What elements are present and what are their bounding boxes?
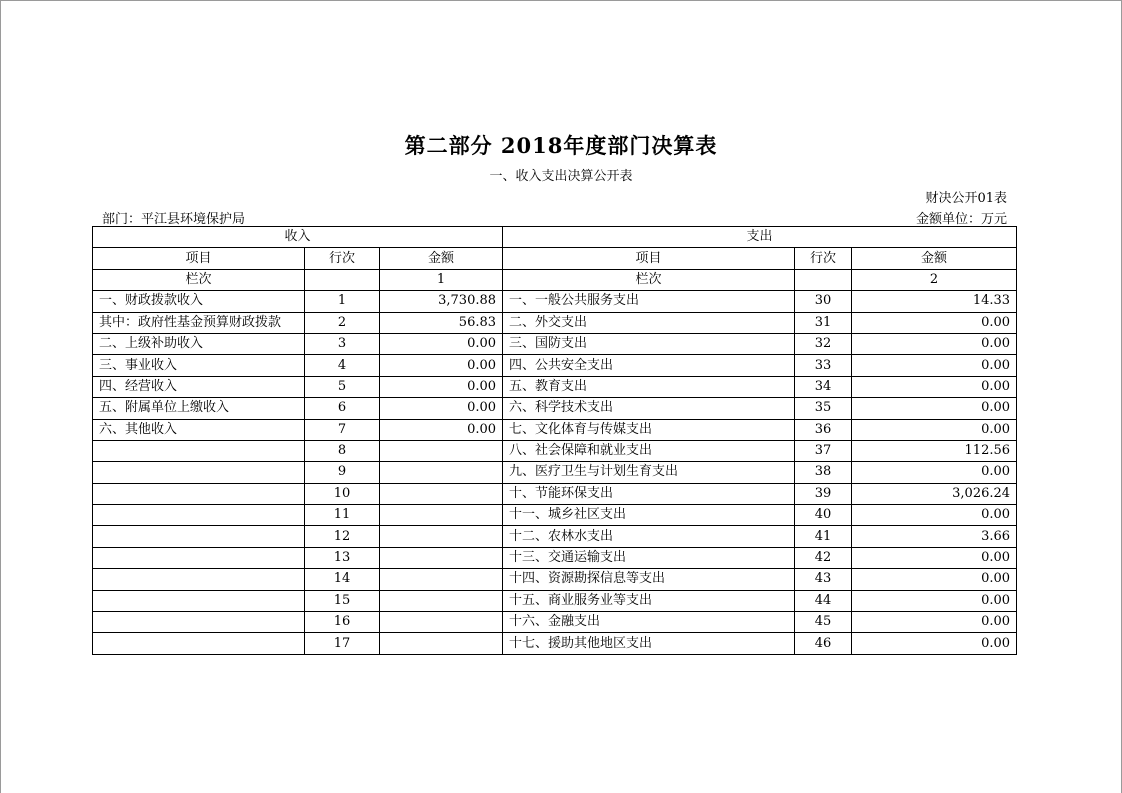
income-amount-cell (380, 569, 503, 590)
table-row (93, 333, 1017, 354)
expense-row-no-cell: 44 (795, 590, 852, 611)
income-row-no-cell: 6 (305, 398, 380, 419)
expense-amount-cell: 3.66 (852, 526, 1017, 547)
expense-amount-header: 金额 (852, 248, 1017, 269)
income-row-no-cell: 13 (305, 547, 380, 568)
budget-table-body (93, 227, 1017, 655)
income-item-cell: 其中：政府性基金预算财政拨款 (93, 312, 305, 333)
income-amount-cell (380, 483, 503, 504)
expense-row-no-cell: 35 (795, 398, 852, 419)
income-item-cell (93, 633, 305, 654)
income-row-no-header: 行次 (305, 248, 380, 269)
column-header-row (93, 248, 1017, 269)
expense-amount-cell: 0.00 (852, 612, 1017, 633)
income-row-no-cell: 7 (305, 419, 380, 440)
expense-item-cell: 十六、金融支出 (503, 612, 795, 633)
income-amount-cell: 0.00 (380, 419, 503, 440)
expense-row-no-cell: 39 (795, 483, 852, 504)
income-item-header: 项目 (93, 248, 305, 269)
expense-amount-cell: 112.56 (852, 440, 1017, 461)
expense-item-cell: 五、教育支出 (503, 376, 795, 397)
expense-item-cell: 十、节能环保支出 (503, 483, 795, 504)
income-row-no-cell: 11 (305, 505, 380, 526)
expense-column-label: 栏次 (503, 269, 795, 290)
income-amount-cell (380, 633, 503, 654)
table-row (93, 376, 1017, 397)
expense-item-cell: 三、国防支出 (503, 333, 795, 354)
expense-row-no-cell: 30 (795, 291, 852, 312)
expense-amount-cell: 14.33 (852, 291, 1017, 312)
income-amount-cell: 3,730.88 (380, 291, 503, 312)
table-row (93, 547, 1017, 568)
income-item-cell (93, 462, 305, 483)
expense-item-header: 项目 (503, 248, 795, 269)
expense-amount-cell: 0.00 (852, 333, 1017, 354)
income-column-number: 1 (380, 269, 503, 290)
expense-row-no-cell: 36 (795, 419, 852, 440)
table-row (93, 526, 1017, 547)
expense-amount-cell: 0.00 (852, 355, 1017, 376)
expense-column-blank (795, 269, 852, 290)
income-amount-cell (380, 547, 503, 568)
income-item-cell (93, 612, 305, 633)
column-number-row (93, 269, 1017, 290)
expense-amount-cell: 3,026.24 (852, 483, 1017, 504)
income-item-cell (93, 526, 305, 547)
expense-amount-cell: 0.00 (852, 462, 1017, 483)
expense-item-cell: 九、医疗卫生与计划生育支出 (503, 462, 795, 483)
income-amount-cell: 0.00 (380, 355, 503, 376)
expense-row-no-cell: 45 (795, 612, 852, 633)
income-amount-cell (380, 612, 503, 633)
expense-row-no-cell: 34 (795, 376, 852, 397)
expense-item-cell: 十七、援助其他地区支出 (503, 633, 795, 654)
income-item-cell: 五、附属单位上缴收入 (93, 398, 305, 419)
income-row-no-cell: 3 (305, 333, 380, 354)
expense-row-no-cell: 43 (795, 569, 852, 590)
table-row (93, 569, 1017, 590)
expense-row-no-cell: 42 (795, 547, 852, 568)
form-code: 财决公开01表 (925, 191, 1007, 206)
income-item-cell (93, 483, 305, 504)
expense-amount-cell: 0.00 (852, 398, 1017, 419)
expense-item-cell: 十四、资源勘探信息等支出 (503, 569, 795, 590)
income-row-no-cell: 16 (305, 612, 380, 633)
table-row (93, 355, 1017, 376)
expense-row-no-cell: 32 (795, 333, 852, 354)
income-amount-cell: 0.00 (380, 398, 503, 419)
expense-item-cell: 四、公共安全支出 (503, 355, 795, 376)
expense-item-cell: 一、一般公共服务支出 (503, 291, 795, 312)
table-row (93, 483, 1017, 504)
income-row-no-cell: 1 (305, 291, 380, 312)
table-row (93, 505, 1017, 526)
income-column-label: 栏次 (93, 269, 305, 290)
expense-item-cell: 十一、城乡社区支出 (503, 505, 795, 526)
expense-item-cell: 八、社会保障和就业支出 (503, 440, 795, 461)
expense-item-cell: 十五、商业服务业等支出 (503, 590, 795, 611)
income-amount-cell: 0.00 (380, 333, 503, 354)
table-row (93, 612, 1017, 633)
income-row-no-cell: 5 (305, 376, 380, 397)
page-border-left (0, 0, 1, 793)
income-row-no-cell: 12 (305, 526, 380, 547)
income-amount-cell (380, 462, 503, 483)
expense-header: 支出 (503, 227, 1017, 248)
expense-item-cell: 十三、交通运输支出 (503, 547, 795, 568)
income-row-no-cell: 8 (305, 440, 380, 461)
expense-amount-cell: 0.00 (852, 633, 1017, 654)
expense-row-no-cell: 46 (795, 633, 852, 654)
income-item-cell (93, 505, 305, 526)
table-row (93, 590, 1017, 611)
income-item-cell: 六、其他收入 (93, 419, 305, 440)
expense-amount-cell: 0.00 (852, 376, 1017, 397)
expense-amount-cell: 0.00 (852, 569, 1017, 590)
expense-item-cell: 十二、农林水支出 (503, 526, 795, 547)
section-header-row (93, 227, 1017, 248)
income-row-no-cell: 10 (305, 483, 380, 504)
expense-row-no-cell: 40 (795, 505, 852, 526)
income-row-no-cell: 14 (305, 569, 380, 590)
department-label: 部门：平江县环境保护局 (102, 212, 246, 227)
income-item-cell (93, 440, 305, 461)
income-amount-cell: 0.00 (380, 376, 503, 397)
income-item-cell: 二、上级补助收入 (93, 333, 305, 354)
table-row (93, 312, 1017, 333)
expense-row-no-header: 行次 (795, 248, 852, 269)
page-border-top (0, 0, 1122, 1)
income-item-cell: 三、事业收入 (93, 355, 305, 376)
income-amount-cell (380, 505, 503, 526)
expense-item-cell: 七、文化体育与传媒支出 (503, 419, 795, 440)
expense-row-no-cell: 38 (795, 462, 852, 483)
table-row (93, 419, 1017, 440)
expense-row-no-cell: 33 (795, 355, 852, 376)
table-row (93, 398, 1017, 419)
income-item-cell: 四、经营收入 (93, 376, 305, 397)
income-amount-cell (380, 590, 503, 611)
page-title: 第二部分 2018年度部门决算表 (404, 133, 718, 158)
income-item-cell (93, 590, 305, 611)
income-header: 收入 (93, 227, 503, 248)
expense-amount-cell: 0.00 (852, 505, 1017, 526)
expense-amount-cell: 0.00 (852, 547, 1017, 568)
income-item-cell (93, 547, 305, 568)
table-row (93, 291, 1017, 312)
income-amount-cell (380, 440, 503, 461)
expense-row-no-cell: 37 (795, 440, 852, 461)
expense-amount-cell: 0.00 (852, 419, 1017, 440)
income-item-cell: 一、财政拨款收入 (93, 291, 305, 312)
expense-row-no-cell: 41 (795, 526, 852, 547)
expense-row-no-cell: 31 (795, 312, 852, 333)
income-row-no-cell: 9 (305, 462, 380, 483)
income-row-no-cell: 2 (305, 312, 380, 333)
income-row-no-cell: 17 (305, 633, 380, 654)
income-column-blank (305, 269, 380, 290)
expense-item-cell: 六、科学技术支出 (503, 398, 795, 419)
income-amount-header: 金额 (380, 248, 503, 269)
expense-column-number: 2 (852, 269, 1017, 290)
budget-table (92, 226, 1017, 655)
income-amount-cell (380, 526, 503, 547)
income-row-no-cell: 15 (305, 590, 380, 611)
expense-amount-cell: 0.00 (852, 312, 1017, 333)
table-row (93, 440, 1017, 461)
table-row (93, 633, 1017, 654)
table-row (93, 462, 1017, 483)
page-subtitle: 一、收入支出决算公开表 (489, 169, 633, 184)
income-amount-cell: 56.83 (380, 312, 503, 333)
unit-label: 金额单位：万元 (915, 212, 1007, 227)
expense-amount-cell: 0.00 (852, 590, 1017, 611)
income-row-no-cell: 4 (305, 355, 380, 376)
expense-item-cell: 二、外交支出 (503, 312, 795, 333)
income-item-cell (93, 569, 305, 590)
